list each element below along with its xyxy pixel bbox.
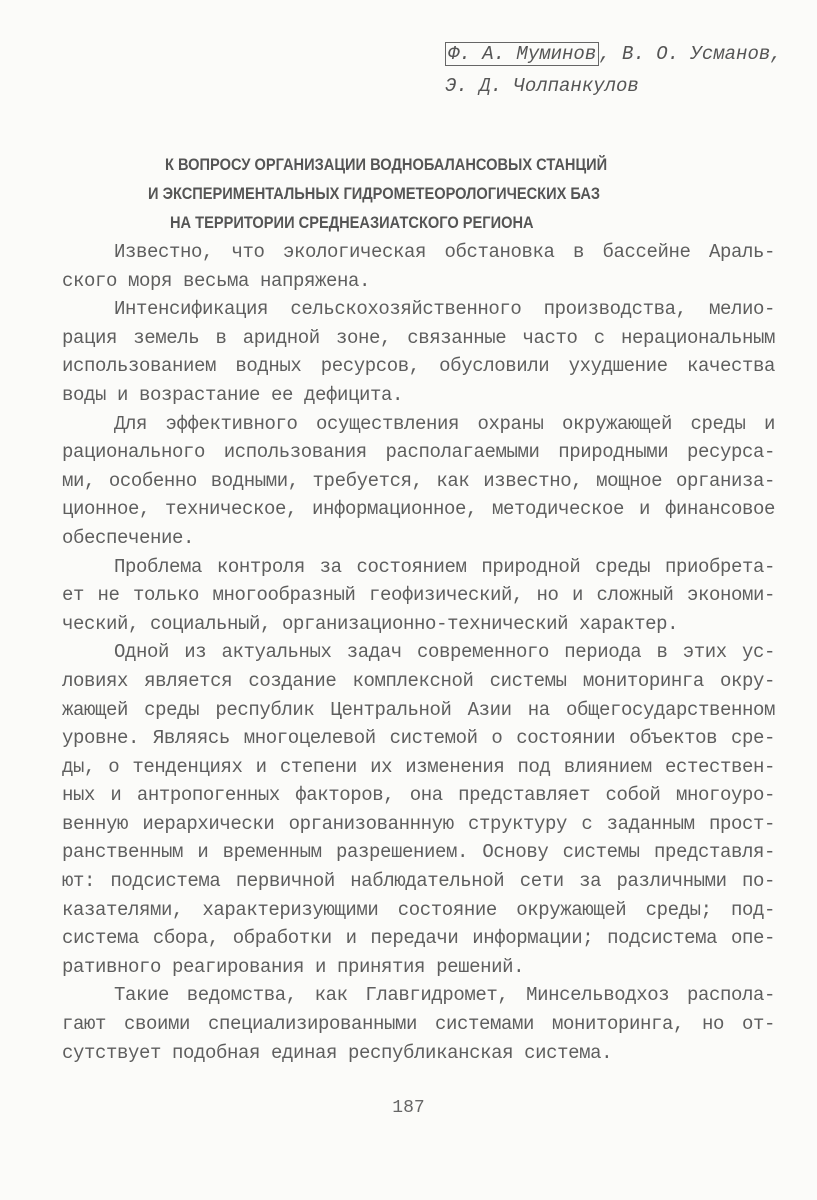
text-line: Для эффективного осуществления охраны окружающей среды и xyxy=(114,412,775,435)
paragraph xyxy=(62,981,775,1067)
authors-rest: , В. О. Усманов, xyxy=(599,43,782,65)
author-boxed: Ф. А. Муминов xyxy=(445,42,599,66)
paragraph xyxy=(62,295,775,409)
text-line: ловиях является создание комплексной системы мониторинга окру- xyxy=(62,669,775,692)
title-line: К ВОПРОСУ ОРГАНИЗАЦИИ ВОДНОБАЛАНСОВЫХ СТАНЦИЙ xyxy=(165,155,608,174)
page-number: 187 xyxy=(392,1098,425,1118)
text-line: ют: подсистема первичной наблюдательной сети за различными по- xyxy=(62,870,775,893)
text-line: рационального использования располагаемыми природными ресурса- xyxy=(62,441,775,464)
text-line: ческий, социальный, организационно-технический характер. xyxy=(62,612,679,635)
title-line: И ЭКСПЕРИМЕНТАЛЬНЫХ ГИДРОМЕТЕОРОЛОГИЧЕСКИХ БАЗ xyxy=(148,184,601,203)
text-line: Известно, что экологическая обстановка в бассейне Араль- xyxy=(114,241,775,263)
article-body xyxy=(62,238,775,1067)
text-line: ративного реагирования и принятия решений. xyxy=(62,955,525,978)
text-line: Одной из актуальных задач современного периода в этих ус- xyxy=(114,641,775,664)
text-line: обеспечение. xyxy=(62,526,195,549)
text-line: Такие ведомства, как Главгидромет, Минсельводхоз распола- xyxy=(114,984,775,1007)
text-line: ет не только многообразный геофизический, но и сложный экономи- xyxy=(62,584,775,607)
text-line: ского моря весьма напряжена. xyxy=(62,269,371,292)
text-line: система сбора, обработки и передачи информации; подсистема опе- xyxy=(62,927,775,950)
text-line: использованием водных ресурсов, обусловили ухудшение качества xyxy=(62,355,775,378)
text-line: ранственным и временным разрешением. Основу системы представля- xyxy=(62,841,775,864)
text-line: ми, особенно водными, требуется, как известно, мощное организа- xyxy=(62,469,775,492)
text-line: уровне. Являясь многоцелевой системой о состоянии объектов сре- xyxy=(62,727,775,750)
text-line: венную иерархически организованнную структуру с заданным прост- xyxy=(62,812,775,835)
text-line: Интенсификация сельскохозяйственного производства, мелио- xyxy=(114,298,775,321)
text-line: ных и антропогенных факторов, она представляет собой многоуро- xyxy=(62,784,775,807)
text-line: воды и возрастание ее дефицита. xyxy=(62,383,404,406)
text-line: ды, о тенденциях и степени их изменения под влиянием естествен- xyxy=(62,755,775,778)
text-line: рация земель в аридной зоне, связанные часто с нерациональным xyxy=(62,326,775,349)
text-line: жающей среды республик Центральной Азии на общегосударственном xyxy=(62,698,775,721)
paragraph xyxy=(62,553,775,639)
paragraph xyxy=(62,238,775,295)
text-line: ционное, техническое, информационное, методическое и финансовое xyxy=(62,498,775,521)
article-title xyxy=(0,150,817,237)
text-line: сутствует подобная единая республиканская система. xyxy=(62,1041,613,1064)
text-line: гают своими специализированными системами мониторинга, но от- xyxy=(62,1013,775,1036)
text-line: казателями, характеризующими состояние окружающей среды; под- xyxy=(62,898,775,921)
title-line: НА ТЕРРИТОРИИ СРЕДНЕАЗИАТСКОГО РЕГИОНА xyxy=(170,213,534,232)
paragraph xyxy=(62,410,775,553)
text-line: Проблема контроля за состоянием природной среды приобрета- xyxy=(114,555,775,578)
authors-line-1 xyxy=(445,38,782,70)
authors-line-2: Э. Д. Чолпанкулов xyxy=(445,75,639,97)
paragraph xyxy=(62,638,775,981)
authors xyxy=(445,38,782,102)
